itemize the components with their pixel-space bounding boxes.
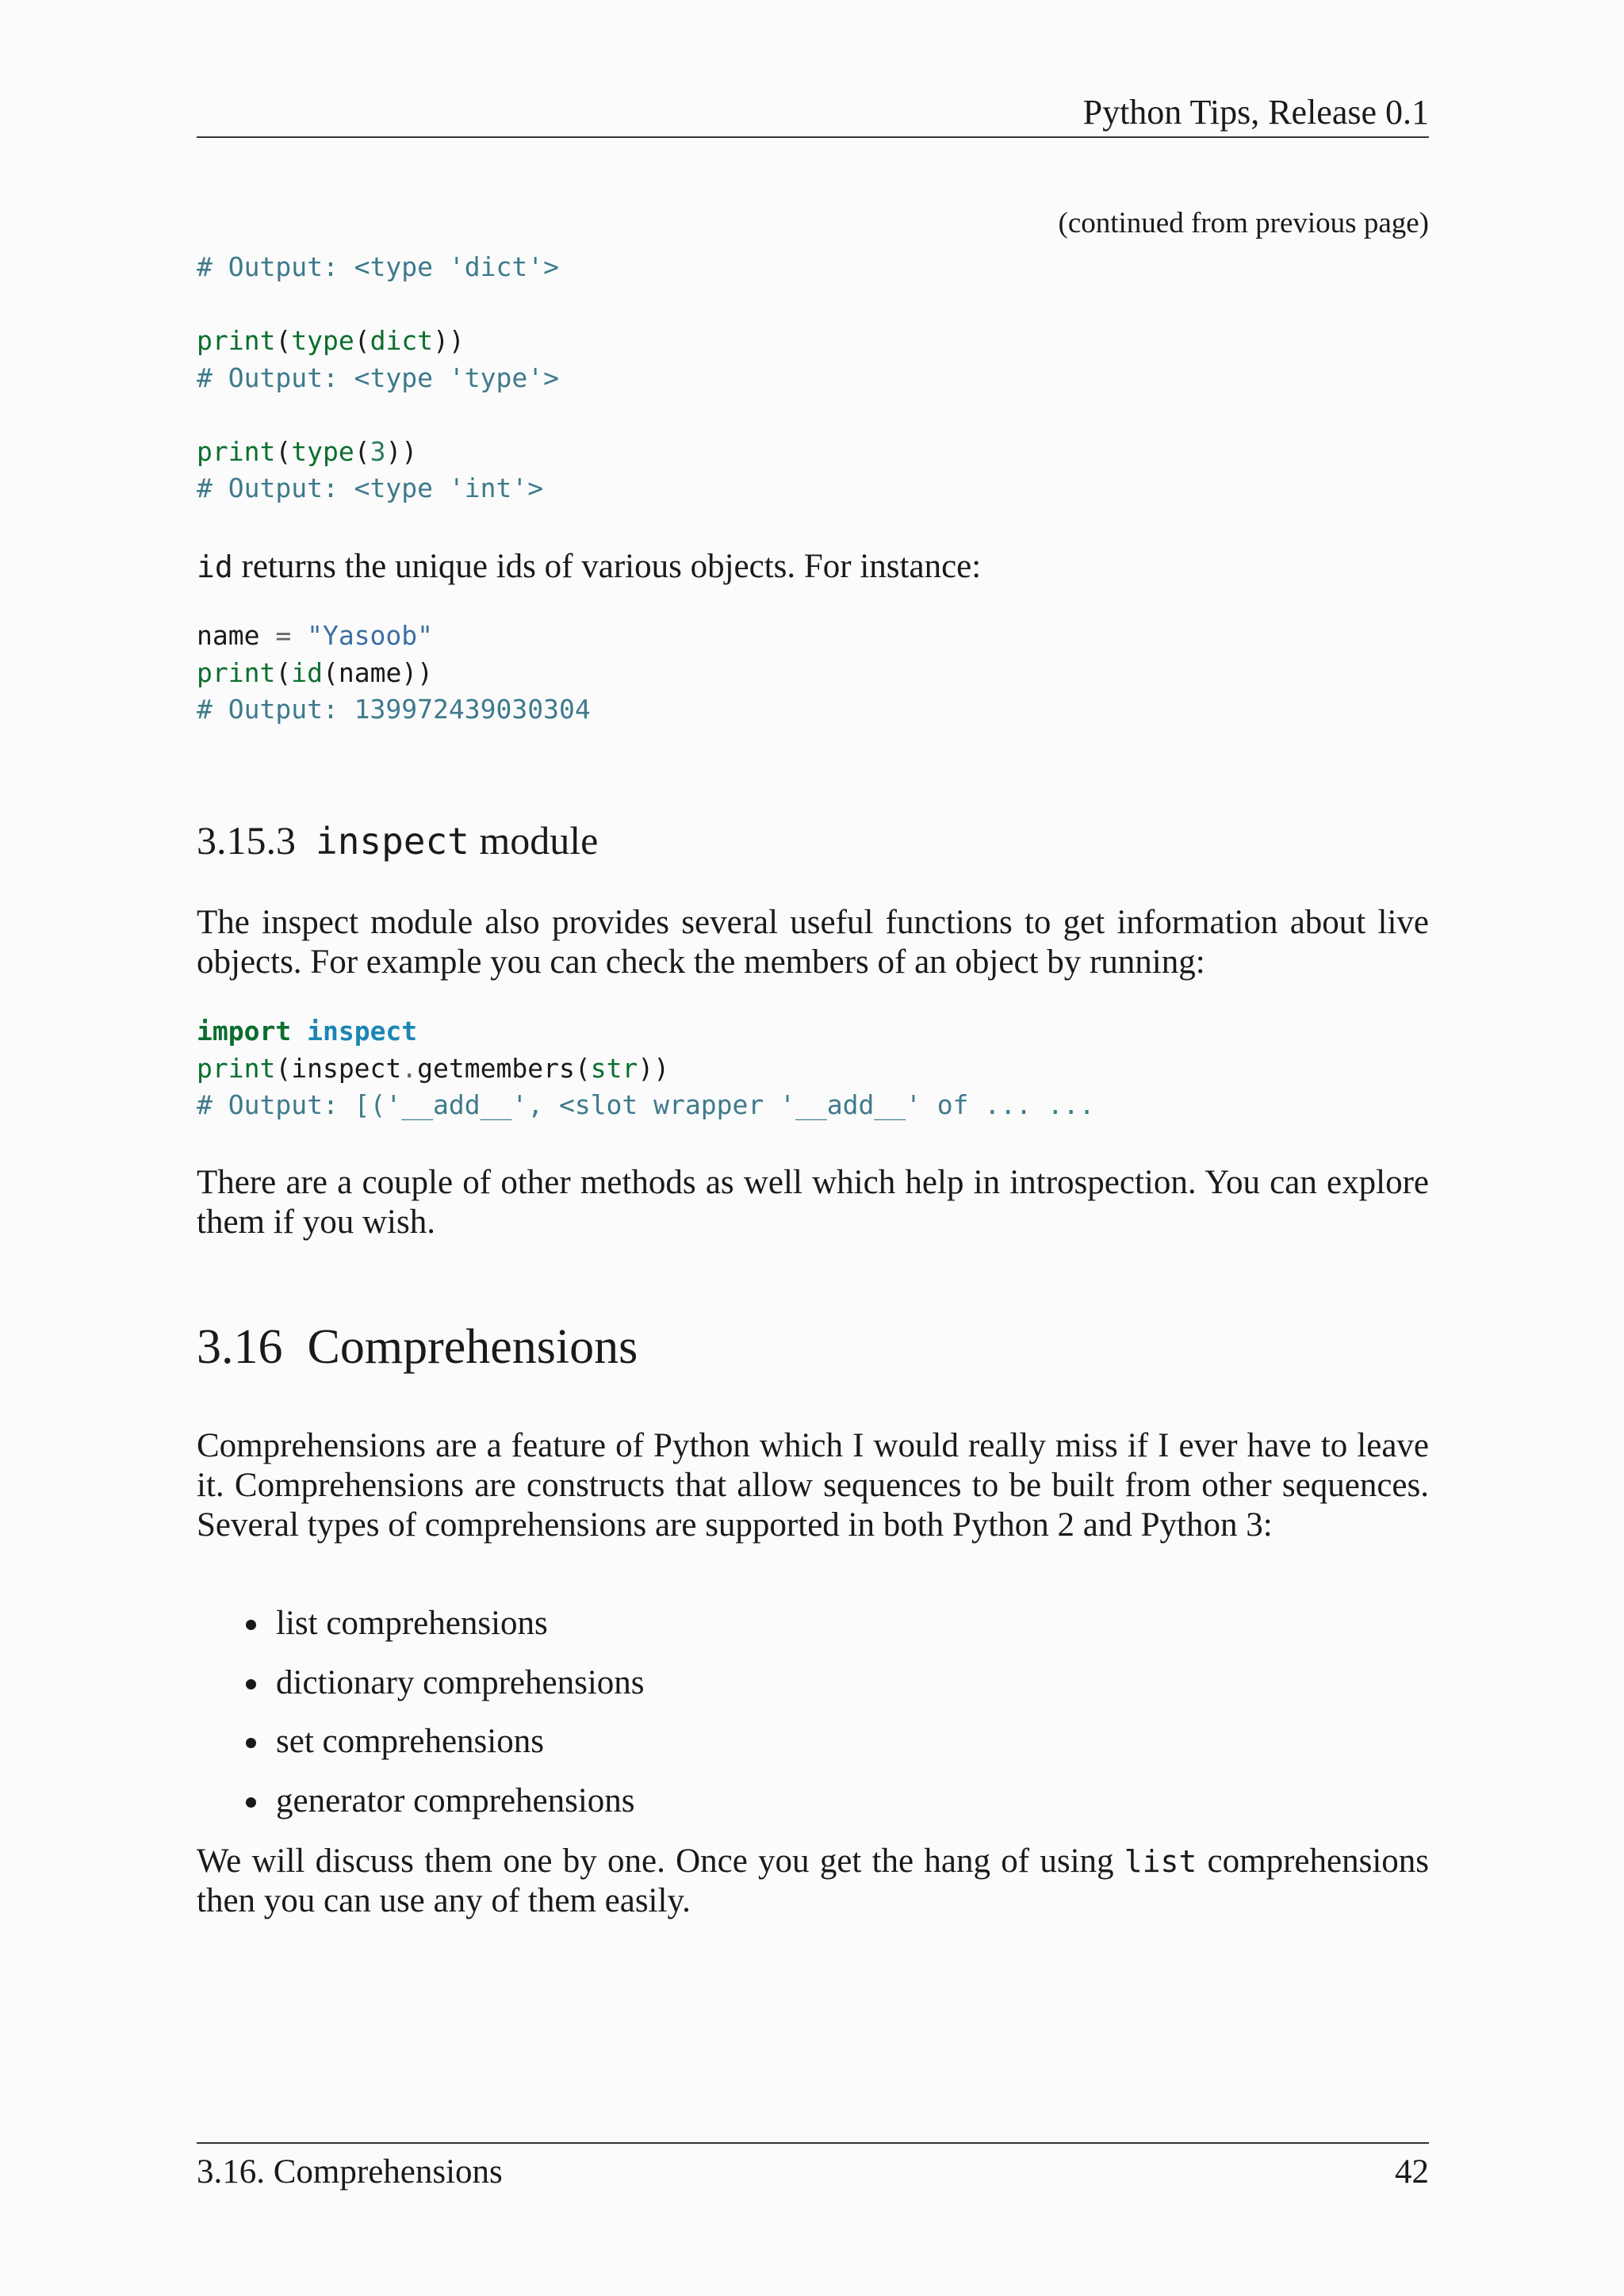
section-code-word: inspect <box>316 820 469 863</box>
paragraph-discuss <box>197 1842 1429 1921</box>
code-token: )) <box>433 325 465 356</box>
footer-section: 3.16. Comprehensions <box>197 2153 503 2191</box>
code-token: inspect <box>307 1016 418 1047</box>
code-token: )) <box>385 435 418 467</box>
list-item <box>197 1663 1429 1723</box>
code-token <box>291 1016 307 1047</box>
code-token: # Output: <type 'type'> <box>197 362 559 393</box>
code-token: (inspect <box>275 1052 402 1084</box>
list-item-label: list comprehensions <box>276 1605 548 1642</box>
inline-code-id: id <box>197 549 233 584</box>
code-token: ( <box>275 435 292 467</box>
code-token: name <box>197 620 276 651</box>
page-number: 42 <box>1395 2153 1429 2191</box>
paragraph-inspect: The inspect module also provides several useful functions to get information about live objects. For example you can check the members of an object by running: <box>197 904 1429 981</box>
section-number: 3.16 <box>197 1320 283 1374</box>
list-item-label: generator comprehensions <box>276 1781 635 1820</box>
code-line <box>197 470 559 507</box>
code-line <box>197 655 591 692</box>
code-token: 3 <box>370 435 386 467</box>
code-line <box>197 691 591 729</box>
code-token: = <box>275 620 292 651</box>
code-token: print <box>197 656 276 688</box>
code-token: ( <box>354 435 370 467</box>
section-heading-3-15-3 <box>197 817 598 865</box>
list-item-label: dictionary comprehensions <box>276 1663 645 1701</box>
code-line <box>197 434 559 471</box>
code-block-types <box>197 249 559 507</box>
code-line <box>197 618 591 655</box>
code-line <box>197 1013 1094 1050</box>
code-token: ( <box>275 656 292 688</box>
code-token: import <box>197 1016 292 1047</box>
code-token: # Output: <type 'int'> <box>197 473 544 503</box>
code-token: # Output: 139972439030304 <box>197 694 591 725</box>
code-line <box>197 1087 1094 1124</box>
header-title: Python Tips, Release 0.1 <box>1082 93 1429 132</box>
list-item-label: set comprehensions <box>276 1723 544 1760</box>
section-title-rest: module <box>469 818 599 863</box>
code-line <box>197 360 559 397</box>
list-item <box>197 1604 1429 1663</box>
code-token: type <box>291 325 354 356</box>
code-token: )) <box>638 1052 670 1084</box>
paragraph-discuss-after: comprehensions then you can use any of them easily. <box>197 1843 1429 1919</box>
paragraph-discuss-before: We will discuss them one by one. Once you get the hang of using <box>197 1843 1124 1880</box>
code-token: ( <box>275 325 292 356</box>
code-block-inspect <box>197 1013 1094 1124</box>
code-line <box>197 286 559 323</box>
section-title: Comprehensions <box>307 1320 638 1374</box>
code-line <box>197 249 559 286</box>
inline-code-list: list <box>1124 1844 1197 1879</box>
code-token: getmembers( <box>417 1052 591 1084</box>
code-token: "Yasoob" <box>291 620 434 651</box>
bullet-icon <box>246 1797 256 1808</box>
code-token: # Output: [('__add__', <slot wrapper '__add__' of ... ... <box>197 1089 1095 1120</box>
document-page <box>197 0 1429 2296</box>
bullet-icon <box>246 1738 256 1748</box>
code-token: . <box>401 1052 418 1084</box>
list-item <box>197 1722 1429 1781</box>
paragraph-methods: There are a couple of other methods as well which help in introspection. You can explore them if you wish. <box>197 1164 1429 1241</box>
code-line <box>197 396 559 434</box>
code-token: print <box>197 1052 276 1084</box>
section-heading-3-16 <box>197 1318 638 1376</box>
bullet-icon <box>246 1679 256 1689</box>
bullet-icon <box>246 1620 256 1630</box>
comprehension-types-list <box>197 1604 1429 1840</box>
code-token: dict <box>370 325 434 356</box>
paragraph-id <box>197 547 1429 587</box>
paragraph-id-text: returns the unique ids of various objects. For instance: <box>232 548 982 585</box>
running-header <box>197 89 1429 138</box>
code-line <box>197 323 559 360</box>
code-token: str <box>590 1052 638 1084</box>
code-token: (name)) <box>322 656 434 688</box>
code-token: type <box>291 435 354 467</box>
code-token: ( <box>354 325 370 356</box>
code-token: print <box>197 325 276 356</box>
running-footer <box>197 2142 1429 2201</box>
code-token: print <box>197 435 276 467</box>
list-item <box>197 1781 1429 1841</box>
code-line <box>197 1050 1094 1088</box>
code-token: # Output: <type 'dict'> <box>197 251 559 282</box>
continued-note: (continued from previous page) <box>1058 207 1429 239</box>
code-token: id <box>291 656 323 688</box>
paragraph-comprehensions: Comprehensions are a feature of Python which I would really miss if I ever have to leave it. Comprehensions are constructs that allow sequences to be built from other sequences. Several types of comprehensions are supported in both Python 2 and Python 3: <box>197 1427 1429 1544</box>
code-block-id <box>197 618 591 729</box>
section-number: 3.15.3 <box>197 818 296 863</box>
